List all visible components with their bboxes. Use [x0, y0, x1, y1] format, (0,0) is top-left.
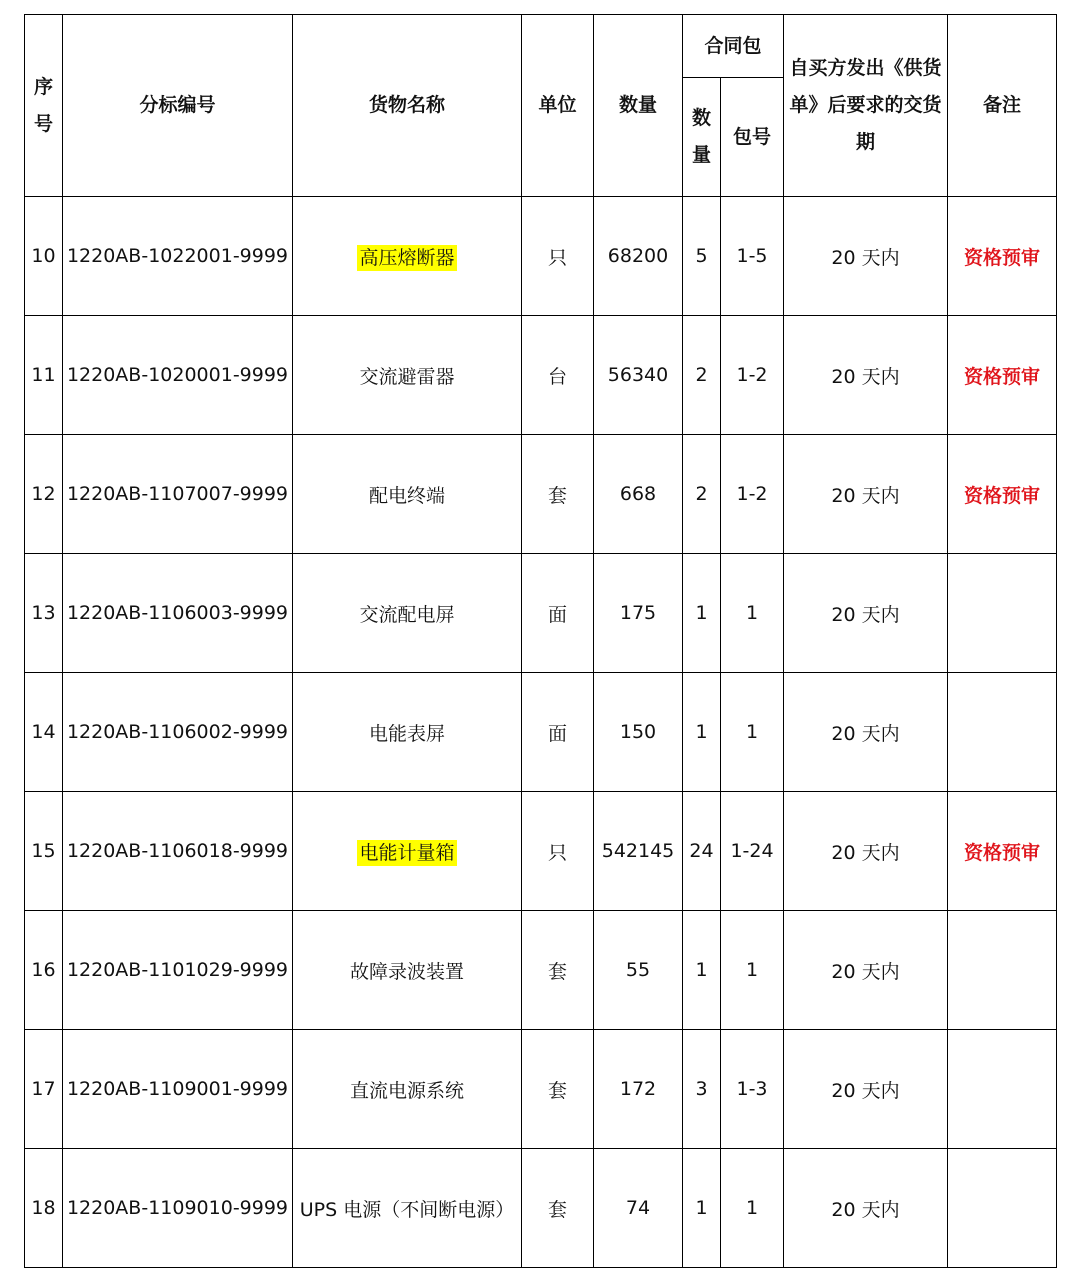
cell-package-number [721, 673, 784, 792]
cell-package-count [683, 1030, 721, 1149]
cell-package-number [721, 554, 784, 673]
cell-seq [25, 316, 63, 435]
cell-unit [522, 1149, 594, 1268]
cell-unit [522, 197, 594, 316]
table-row [25, 911, 1057, 1030]
cell-lot-code-text: 1220AB-1106018-9999 [66, 840, 289, 862]
cell-delivery-period-text: 20 天内 [831, 484, 900, 507]
cell-package-count-text: 2 [695, 483, 708, 505]
table-row [25, 197, 1057, 316]
table-row [25, 673, 1057, 792]
cell-lot-code [63, 316, 293, 435]
header-seq: 序号 [25, 15, 63, 197]
cell-package-number-text: 1-24 [730, 840, 774, 862]
cell-remark-text: 资格预审 [964, 484, 1041, 507]
cell-delivery-period-text: 20 天内 [831, 722, 900, 745]
cell-quantity [594, 316, 683, 435]
cell-seq-text: 15 [31, 840, 56, 862]
cell-quantity [594, 792, 683, 911]
cell-package-number-text: 1 [745, 959, 759, 981]
cell-package-count [683, 673, 721, 792]
header-remark: 备注 [948, 15, 1057, 197]
cell-seq-text: 16 [31, 959, 56, 981]
header-contract-package: 合同包 [683, 15, 784, 78]
cell-delivery-period-text: 20 天内 [831, 365, 900, 388]
cell-remark [948, 197, 1057, 316]
cell-quantity-text: 56340 [607, 364, 669, 386]
cell-goods-name-text: 配电终端 [368, 484, 445, 507]
cell-goods-name [293, 792, 522, 911]
cell-seq-text: 10 [31, 245, 56, 267]
cell-unit-text: 只 [547, 246, 567, 269]
cell-seq [25, 673, 63, 792]
cell-delivery-period-text: 20 天内 [831, 603, 900, 626]
cell-package-count-text: 5 [695, 245, 708, 267]
cell-package-count-text: 3 [695, 1078, 708, 1100]
cell-seq [25, 1149, 63, 1268]
cell-package-number-text: 1-3 [736, 1078, 768, 1100]
cell-package-count [683, 554, 721, 673]
cell-unit-text: 只 [547, 841, 567, 864]
cell-seq-text: 11 [31, 364, 56, 386]
cell-unit [522, 316, 594, 435]
cell-remark [948, 554, 1057, 673]
cell-package-count-text: 1 [695, 959, 708, 981]
table-row [25, 554, 1057, 673]
cell-package-count-text: 2 [695, 364, 708, 386]
cell-quantity-text: 668 [619, 483, 657, 505]
cell-lot-code-text: 1220AB-1106003-9999 [66, 602, 289, 624]
cell-delivery-period-text: 20 天内 [831, 1198, 900, 1221]
cell-delivery-period-text: 20 天内 [831, 1079, 900, 1102]
cell-seq [25, 911, 63, 1030]
cell-goods-name [293, 197, 522, 316]
cell-seq [25, 197, 63, 316]
cell-package-number [721, 197, 784, 316]
cell-package-count-text: 24 [689, 840, 714, 862]
cell-goods-name [293, 911, 522, 1030]
cell-quantity-text: 542145 [601, 840, 675, 862]
cell-goods-name-text: 交流避雷器 [359, 365, 455, 388]
cell-lot-code-text: 1220AB-1106002-9999 [66, 721, 289, 743]
cell-delivery-period [784, 197, 948, 316]
cell-seq [25, 554, 63, 673]
cell-lot-code [63, 1149, 293, 1268]
cell-package-count [683, 792, 721, 911]
cell-quantity-text: 172 [619, 1078, 657, 1100]
cell-goods-name-text: 电能表屏 [368, 722, 445, 745]
cell-delivery-period [784, 554, 948, 673]
header-lot-code: 分标编号 [63, 15, 293, 197]
cell-delivery-period [784, 1030, 948, 1149]
cell-package-number-text: 1-5 [736, 245, 768, 267]
cell-goods-name [293, 1030, 522, 1149]
cell-package-number [721, 1030, 784, 1149]
cell-goods-name-text: 电能计量箱 [359, 841, 455, 864]
cell-quantity [594, 1030, 683, 1149]
cell-quantity-text: 68200 [607, 245, 669, 267]
cell-unit-text: 套 [547, 484, 567, 507]
cell-seq-text: 17 [31, 1078, 56, 1100]
cell-delivery-period-text: 20 天内 [831, 841, 900, 864]
cell-unit [522, 435, 594, 554]
cell-unit-text: 台 [547, 365, 567, 388]
cell-delivery-period [784, 792, 948, 911]
cell-package-count-text: 1 [695, 1197, 708, 1219]
cell-lot-code-text: 1220AB-1022001-9999 [66, 245, 289, 267]
cell-package-count-text: 1 [695, 721, 708, 743]
table-body [25, 197, 1057, 1268]
cell-seq-text: 12 [31, 483, 56, 505]
cell-lot-code-text: 1220AB-1020001-9999 [66, 364, 289, 386]
cell-seq [25, 435, 63, 554]
cell-package-count-text: 1 [695, 602, 708, 624]
header-unit: 单位 [522, 15, 594, 197]
cell-package-number [721, 911, 784, 1030]
cell-package-number-text: 1-2 [736, 483, 768, 505]
cell-package-number-text: 1-2 [736, 364, 768, 386]
cell-goods-name-text: 直流电源系统 [349, 1079, 464, 1102]
cell-lot-code-text: 1220AB-1109001-9999 [66, 1078, 289, 1100]
cell-package-count [683, 197, 721, 316]
cell-quantity-text: 175 [619, 602, 657, 624]
cell-quantity [594, 435, 683, 554]
table-row [25, 1030, 1057, 1149]
cell-remark [948, 435, 1057, 554]
cell-remark [948, 1030, 1057, 1149]
cell-goods-name [293, 435, 522, 554]
cell-remark [948, 1149, 1057, 1268]
cell-remark [948, 911, 1057, 1030]
table-header [25, 15, 1057, 197]
cell-quantity-text: 55 [625, 959, 651, 981]
cell-lot-code [63, 792, 293, 911]
cell-remark [948, 673, 1057, 792]
cell-lot-code [63, 911, 293, 1030]
cell-quantity [594, 911, 683, 1030]
cell-unit [522, 1030, 594, 1149]
cell-goods-name [293, 316, 522, 435]
cell-goods-name-text: 交流配电屏 [359, 603, 455, 626]
cell-goods-name-text: UPS 电源（不间断电源） [299, 1198, 515, 1221]
cell-package-number-text: 1 [745, 602, 759, 624]
cell-lot-code [63, 554, 293, 673]
cell-unit-text: 面 [547, 603, 567, 626]
cell-lot-code-text: 1220AB-1101029-9999 [66, 959, 289, 981]
cell-package-count [683, 316, 721, 435]
cell-delivery-period [784, 316, 948, 435]
cell-lot-code [63, 197, 293, 316]
header-quantity: 数量 [594, 15, 683, 197]
cell-lot-code [63, 1030, 293, 1149]
cell-remark-text: 资格预审 [964, 246, 1041, 269]
cell-quantity [594, 673, 683, 792]
cell-goods-name [293, 673, 522, 792]
cell-delivery-period-text: 20 天内 [831, 960, 900, 983]
cell-lot-code-text: 1220AB-1107007-9999 [66, 483, 289, 505]
cell-unit-text: 套 [547, 1079, 567, 1102]
cell-quantity [594, 197, 683, 316]
cell-package-number [721, 316, 784, 435]
table-row [25, 792, 1057, 911]
cell-goods-name [293, 554, 522, 673]
cell-goods-name [293, 1149, 522, 1268]
cell-package-number-text: 1 [745, 1197, 759, 1219]
cell-quantity [594, 554, 683, 673]
cell-goods-name-text: 高压熔断器 [359, 246, 455, 269]
cell-delivery-period [784, 1149, 948, 1268]
cell-unit [522, 673, 594, 792]
cell-delivery-period [784, 911, 948, 1030]
cell-unit-text: 套 [547, 1198, 567, 1221]
cell-seq [25, 792, 63, 911]
cell-unit-text: 面 [547, 722, 567, 745]
cell-quantity [594, 1149, 683, 1268]
goods-table [24, 14, 1057, 1268]
cell-seq-text: 14 [31, 721, 56, 743]
cell-package-number [721, 792, 784, 911]
cell-unit [522, 911, 594, 1030]
cell-package-count [683, 911, 721, 1030]
cell-seq [25, 1030, 63, 1149]
cell-lot-code [63, 435, 293, 554]
cell-remark [948, 316, 1057, 435]
header-package-number: 包号 [721, 78, 784, 197]
table-row [25, 435, 1057, 554]
header-delivery-period: 自买方发出《供货单》后要求的交货期 [784, 15, 948, 197]
cell-quantity-text: 74 [625, 1197, 651, 1219]
cell-unit [522, 554, 594, 673]
cell-lot-code-text: 1220AB-1109010-9999 [66, 1197, 289, 1219]
header-goods-name: 货物名称 [293, 15, 522, 197]
cell-seq-text: 13 [31, 602, 56, 624]
cell-quantity-text: 150 [619, 721, 657, 743]
cell-delivery-period [784, 435, 948, 554]
table-row [25, 1149, 1057, 1268]
table-row [25, 316, 1057, 435]
cell-seq-text: 18 [31, 1197, 56, 1219]
cell-package-count [683, 1149, 721, 1268]
cell-package-number [721, 1149, 784, 1268]
cell-remark [948, 792, 1057, 911]
cell-remark-text: 资格预审 [964, 841, 1041, 864]
header-package-count: 数量 [683, 78, 721, 197]
cell-delivery-period-text: 20 天内 [831, 246, 900, 269]
cell-package-number [721, 435, 784, 554]
cell-package-number-text: 1 [745, 721, 759, 743]
cell-unit [522, 792, 594, 911]
cell-delivery-period [784, 673, 948, 792]
cell-unit-text: 套 [547, 960, 567, 983]
cell-lot-code [63, 673, 293, 792]
cell-goods-name-text: 故障录波装置 [349, 960, 464, 983]
cell-package-count [683, 435, 721, 554]
cell-remark-text: 资格预审 [964, 365, 1041, 388]
